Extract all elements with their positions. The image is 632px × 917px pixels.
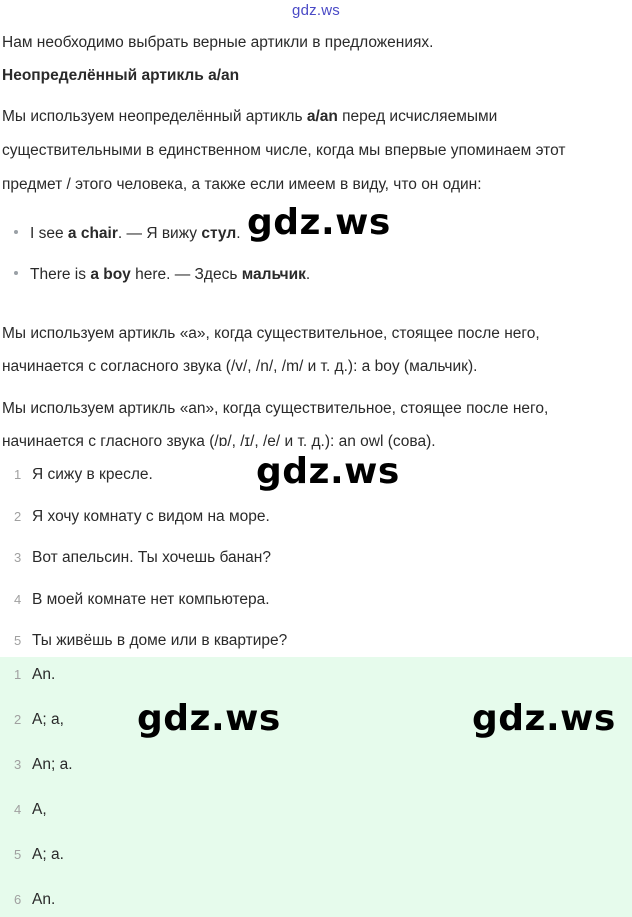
example-bold: мальчик: [241, 266, 306, 283]
header-watermark[interactable]: gdz.ws: [292, 2, 340, 19]
example-text: . — Я вижу: [117, 225, 202, 242]
task-text: Вот апельсин. Ты хочешь банан?: [32, 549, 271, 566]
rule-text: перед исчисляемыми: [337, 108, 498, 125]
watermark: gdz.ws: [247, 202, 391, 243]
answer-text: A,: [32, 801, 47, 818]
task-item: [14, 465, 153, 485]
watermark: gdz.ws: [137, 698, 281, 739]
task-item: [14, 631, 287, 651]
answer-item: [14, 845, 64, 865]
answer-text: An; a.: [32, 756, 73, 773]
task-text: В моей комнате нет компьютера.: [32, 591, 270, 608]
task-text: Я хочу комнату с видом на море.: [32, 508, 270, 525]
task-item: [14, 548, 271, 568]
answer-item: [14, 755, 73, 775]
example-item: [14, 265, 310, 285]
watermark: gdz.ws: [256, 451, 400, 492]
rule-line-2: существительными в единственном числе, когда мы впервые упоминаем этот: [2, 142, 566, 159]
example-text: .: [305, 266, 311, 283]
task-number: 5: [14, 633, 22, 648]
answer-text: An.: [32, 891, 56, 908]
example-text: .: [236, 225, 241, 242]
answer-number: 6: [14, 892, 22, 907]
answer-number: 5: [14, 847, 22, 862]
answer-item: [14, 665, 55, 685]
example-bold: стул: [201, 225, 237, 242]
example-text: There is: [30, 266, 91, 283]
watermark: gdz.ws: [472, 698, 616, 739]
task-number: 4: [14, 592, 22, 607]
example-bold: a chair: [67, 225, 118, 242]
answer-item: [14, 890, 55, 910]
answer-item: [14, 710, 64, 730]
answer-number: 3: [14, 757, 22, 772]
rule-line-3: предмет / этого человека, а также если имеем в виду, что он один:: [2, 176, 482, 193]
answer-item: [14, 800, 47, 820]
task-number: 2: [14, 509, 22, 524]
answer-number: 4: [14, 802, 22, 817]
example-bold: a boy: [90, 266, 131, 283]
task-text: Ты живёшь в доме или в квартире?: [32, 632, 288, 649]
answers-panel: [0, 657, 632, 917]
rule-an-line-1: Мы используем артикль «an», когда существительное, стоящее после него,: [2, 400, 549, 417]
task-number: 1: [14, 467, 22, 482]
bullet-icon: [14, 271, 18, 275]
task-item: [14, 590, 270, 610]
answer-text: A; a,: [32, 711, 64, 728]
example-item: [14, 224, 241, 244]
section-heading: Неопределённый артикль a/an: [2, 67, 240, 84]
answer-number: 1: [14, 667, 22, 682]
task-text: Я сижу в кресле.: [32, 466, 153, 483]
rule-a-line-1: Мы используем артикль «a», когда существительное, стоящее после него,: [2, 325, 540, 342]
answer-number: 2: [14, 712, 22, 727]
rule-line-1: [2, 107, 497, 127]
bullet-icon: [14, 230, 18, 234]
intro-text: Нам необходимо выбрать верные артикли в предложениях.: [2, 34, 434, 51]
rule-text: Мы используем неопределённый артикль: [2, 108, 307, 125]
answer-text: A; a.: [32, 846, 64, 863]
task-number: 3: [14, 550, 22, 565]
example-text: I see: [30, 225, 68, 242]
example-text: here. — Здесь: [130, 266, 242, 283]
answer-text: An.: [32, 666, 56, 683]
rule-article: a/an: [306, 108, 338, 125]
rule-a-line-2: начинается с согласного звука (/v/, /n/, /m/ и т. д.): a boy (мальчик).: [2, 358, 478, 375]
task-item: [14, 507, 270, 527]
rule-an-line-2: начинается с гласного звука (/ɒ/, /ɪ/, /e/ и т. д.): an owl (сова).: [2, 433, 436, 450]
